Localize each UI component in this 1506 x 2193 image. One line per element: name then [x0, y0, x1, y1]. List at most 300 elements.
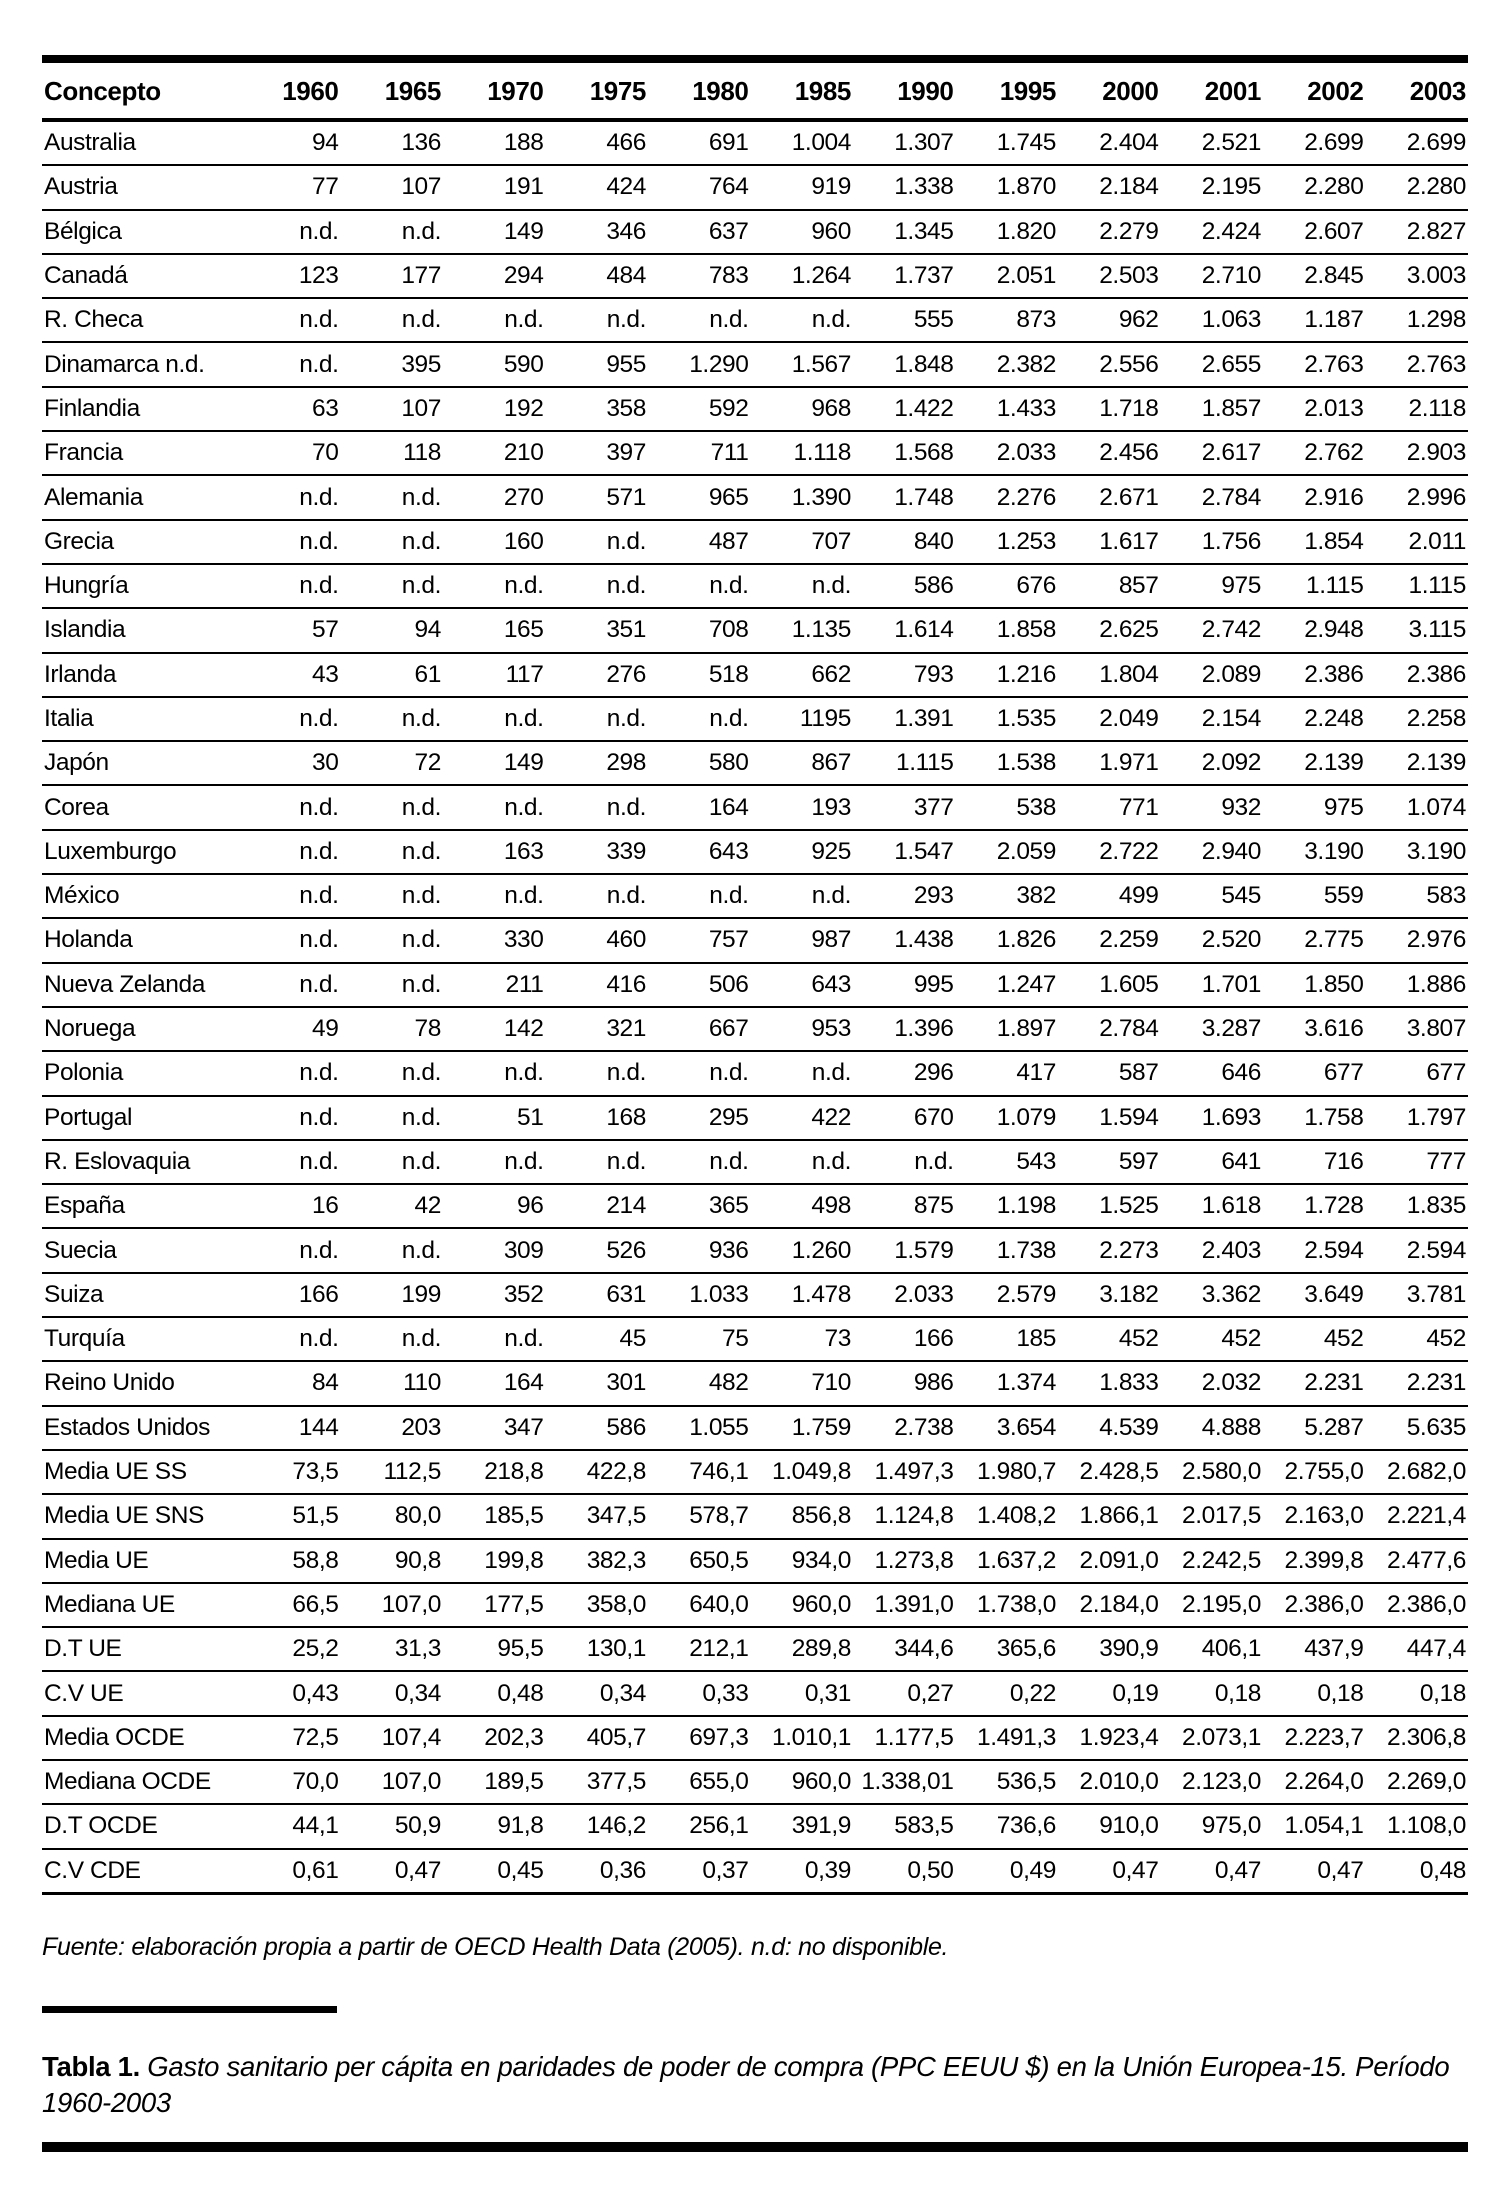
value-cell: 2.722 [1058, 830, 1161, 874]
value-cell: 965 [648, 475, 751, 519]
value-cell: 58,8 [238, 1539, 341, 1583]
column-header-year: 2000 [1058, 59, 1161, 120]
column-header-year: 1965 [341, 59, 444, 120]
table-row [42, 1760, 1468, 1804]
value-cell: 91,8 [443, 1804, 546, 1848]
value-cell: 185 [956, 1317, 1059, 1361]
value-cell: 452 [1263, 1317, 1366, 1361]
value-cell: 160 [443, 520, 546, 564]
value-cell: 2.231 [1366, 1361, 1469, 1405]
value-cell: 2.163,0 [1263, 1494, 1366, 1538]
value-cell: 405,7 [546, 1716, 649, 1760]
value-cell: 0,50 [853, 1849, 956, 1894]
value-cell: 2.903 [1366, 431, 1469, 475]
value-cell: 90,8 [341, 1539, 444, 1583]
value-cell: n.d. [341, 1228, 444, 1272]
value-cell: 30 [238, 741, 341, 785]
value-cell: n.d. [238, 210, 341, 254]
row-label: Dinamarca n.d. [42, 342, 238, 386]
value-cell: 2.477,6 [1366, 1539, 1469, 1583]
value-cell: 697,3 [648, 1716, 751, 1760]
value-cell: 346 [546, 210, 649, 254]
value-cell: 382,3 [546, 1539, 649, 1583]
value-cell: 1.118 [751, 431, 854, 475]
value-cell: 2.033 [956, 431, 1059, 475]
value-cell: 587 [1058, 1051, 1161, 1095]
value-cell: n.d. [341, 785, 444, 829]
value-cell: n.d. [546, 1051, 649, 1095]
value-cell: 1.187 [1263, 298, 1366, 342]
value-cell: 2.139 [1263, 741, 1366, 785]
value-cell: n.d. [648, 1140, 751, 1184]
value-cell: 2.625 [1058, 608, 1161, 652]
value-cell: 3.003 [1366, 254, 1469, 298]
value-cell: 1.820 [956, 210, 1059, 254]
value-cell: 382 [956, 874, 1059, 918]
value-cell: 78 [341, 1007, 444, 1051]
value-cell: 2.556 [1058, 342, 1161, 386]
value-cell: n.d. [546, 298, 649, 342]
table-row [42, 653, 1468, 697]
value-cell: 0,34 [546, 1671, 649, 1715]
value-cell: 276 [546, 653, 649, 697]
value-cell: 597 [1058, 1140, 1161, 1184]
value-cell: 365,6 [956, 1627, 1059, 1671]
value-cell: 640,0 [648, 1583, 751, 1627]
value-cell: 417 [956, 1051, 1059, 1095]
value-cell: 1.858 [956, 608, 1059, 652]
value-cell: 637 [648, 210, 751, 254]
row-label: Media UE SS [42, 1450, 238, 1494]
value-cell: 1.857 [1161, 387, 1264, 431]
value-cell: 711 [648, 431, 751, 475]
value-cell: 193 [751, 785, 854, 829]
value-cell: 1.408,2 [956, 1494, 1059, 1538]
value-cell: 447,4 [1366, 1627, 1469, 1671]
value-cell: 1.567 [751, 342, 854, 386]
value-cell: 2.671 [1058, 475, 1161, 519]
row-label: Irlanda [42, 653, 238, 697]
value-cell: n.d. [443, 564, 546, 608]
value-cell: n.d. [238, 963, 341, 1007]
value-cell: n.d. [751, 1051, 854, 1095]
value-cell: 166 [238, 1273, 341, 1317]
health-expenditure-table [42, 55, 1468, 1895]
value-cell: 296 [853, 1051, 956, 1095]
value-cell: 5.287 [1263, 1406, 1366, 1450]
value-cell: 2.742 [1161, 608, 1264, 652]
value-cell: 94 [238, 120, 341, 165]
value-cell: n.d. [751, 874, 854, 918]
value-cell: 1.617 [1058, 520, 1161, 564]
value-cell: n.d. [546, 785, 649, 829]
value-cell: 397 [546, 431, 649, 475]
value-cell: 2.306,8 [1366, 1716, 1469, 1760]
row-label: Luxemburgo [42, 830, 238, 874]
value-cell: 583 [1366, 874, 1469, 918]
value-cell: 0,47 [1058, 1849, 1161, 1894]
value-cell: 339 [546, 830, 649, 874]
value-cell: 2.699 [1263, 120, 1366, 165]
value-cell: 452 [1366, 1317, 1469, 1361]
value-cell: 1.886 [1366, 963, 1469, 1007]
value-cell: 1.614 [853, 608, 956, 652]
row-label: Francia [42, 431, 238, 475]
value-cell: 2.259 [1058, 918, 1161, 962]
value-cell: 1.004 [751, 120, 854, 165]
value-cell: 1.338,01 [853, 1760, 956, 1804]
value-cell: 1.759 [751, 1406, 854, 1450]
table-row [42, 1539, 1468, 1583]
value-cell: 1.273,8 [853, 1539, 956, 1583]
value-cell: 2.710 [1161, 254, 1264, 298]
value-cell: 66,5 [238, 1583, 341, 1627]
row-label: Suiza [42, 1273, 238, 1317]
value-cell: 960,0 [751, 1760, 854, 1804]
table-row [42, 1583, 1468, 1627]
value-cell: 1.253 [956, 520, 1059, 564]
value-cell: 2.428,5 [1058, 1450, 1161, 1494]
value-cell: 149 [443, 741, 546, 785]
value-cell: 1.198 [956, 1184, 1059, 1228]
value-cell: 406,1 [1161, 1627, 1264, 1671]
value-cell: 543 [956, 1140, 1059, 1184]
row-label: Media UE [42, 1539, 238, 1583]
value-cell: 199,8 [443, 1539, 546, 1583]
value-cell: 1.701 [1161, 963, 1264, 1007]
column-header-year: 1980 [648, 59, 751, 120]
value-cell: n.d. [341, 475, 444, 519]
value-cell: 919 [751, 165, 854, 209]
value-cell: n.d. [238, 830, 341, 874]
value-cell: 646 [1161, 1051, 1264, 1095]
value-cell: n.d. [648, 697, 751, 741]
table-row [42, 830, 1468, 874]
value-cell: 1.491,3 [956, 1716, 1059, 1760]
row-label: Estados Unidos [42, 1406, 238, 1450]
value-cell: 214 [546, 1184, 649, 1228]
value-cell: 2.762 [1263, 431, 1366, 475]
value-cell: 2.784 [1161, 475, 1264, 519]
value-cell: 112,5 [341, 1450, 444, 1494]
value-cell: 452 [1161, 1317, 1264, 1361]
value-cell: 142 [443, 1007, 546, 1051]
table-row [42, 1671, 1468, 1715]
value-cell: 1.497,3 [853, 1450, 956, 1494]
value-cell: 330 [443, 918, 546, 962]
value-cell: 1.124,8 [853, 1494, 956, 1538]
value-cell: 1.063 [1161, 298, 1264, 342]
value-cell: 677 [1366, 1051, 1469, 1095]
value-cell: 51,5 [238, 1494, 341, 1538]
table-row [42, 1140, 1468, 1184]
value-cell: 1.135 [751, 608, 854, 652]
value-cell: 643 [751, 963, 854, 1007]
value-cell: 518 [648, 653, 751, 697]
value-cell: 5.635 [1366, 1406, 1469, 1450]
value-cell: 347 [443, 1406, 546, 1450]
value-cell: 873 [956, 298, 1059, 342]
value-cell: 1.338 [853, 165, 956, 209]
value-cell: 1.054,1 [1263, 1804, 1366, 1848]
value-cell: 289,8 [751, 1627, 854, 1671]
table-row [42, 120, 1468, 165]
table-row [42, 1716, 1468, 1760]
value-cell: 643 [648, 830, 751, 874]
value-cell: 0,61 [238, 1849, 341, 1894]
value-cell: 559 [1263, 874, 1366, 918]
value-cell: n.d. [648, 298, 751, 342]
value-cell: 1.396 [853, 1007, 956, 1051]
row-label: Suecia [42, 1228, 238, 1272]
value-cell: 736,6 [956, 1804, 1059, 1848]
value-cell: 655,0 [648, 1760, 751, 1804]
source-note: Fuente: elaboración propia a partir de OECD Health Data (2005). n.d: no disponible. [42, 1932, 949, 1961]
value-cell: 1.307 [853, 120, 956, 165]
value-cell: n.d. [341, 1096, 444, 1140]
table-row [42, 387, 1468, 431]
value-cell: 650,5 [648, 1539, 751, 1583]
value-cell: 2.231 [1263, 1361, 1366, 1405]
table-row [42, 1361, 1468, 1405]
value-cell: n.d. [546, 520, 649, 564]
value-cell: 2.580,0 [1161, 1450, 1264, 1494]
row-label: Finlandia [42, 387, 238, 431]
value-cell: 2.763 [1263, 342, 1366, 386]
value-cell: 347,5 [546, 1494, 649, 1538]
value-cell: 2.738 [853, 1406, 956, 1450]
value-cell: 70,0 [238, 1760, 341, 1804]
value-cell: 164 [443, 1361, 546, 1405]
value-cell: n.d. [341, 1051, 444, 1095]
row-label: R. Checa [42, 298, 238, 342]
value-cell: n.d. [546, 1140, 649, 1184]
value-cell: 188 [443, 120, 546, 165]
value-cell: 484 [546, 254, 649, 298]
table-row [42, 1450, 1468, 1494]
value-cell: 2.279 [1058, 210, 1161, 254]
value-cell: 676 [956, 564, 1059, 608]
value-cell: 3.190 [1263, 830, 1366, 874]
value-cell: 2.242,5 [1161, 1539, 1264, 1583]
value-cell: 84 [238, 1361, 341, 1405]
value-cell: 168 [546, 1096, 649, 1140]
value-cell: 390,9 [1058, 1627, 1161, 1671]
row-label: Islandia [42, 608, 238, 652]
value-cell: 771 [1058, 785, 1161, 829]
value-cell: n.d. [238, 475, 341, 519]
value-cell: 49 [238, 1007, 341, 1051]
value-cell: 1.391 [853, 697, 956, 741]
table-row [42, 1317, 1468, 1361]
value-cell: 2.049 [1058, 697, 1161, 741]
value-cell: 1.728 [1263, 1184, 1366, 1228]
value-cell: 96 [443, 1184, 546, 1228]
value-cell: 708 [648, 608, 751, 652]
value-cell: 1.264 [751, 254, 854, 298]
value-cell: 25,2 [238, 1627, 341, 1671]
value-cell: 2.424 [1161, 210, 1264, 254]
value-cell: 44,1 [238, 1804, 341, 1848]
value-cell: 934,0 [751, 1539, 854, 1583]
value-cell: 0,39 [751, 1849, 854, 1894]
value-cell: 840 [853, 520, 956, 564]
value-cell: 2.184,0 [1058, 1583, 1161, 1627]
value-cell: 0,36 [546, 1849, 649, 1894]
value-cell: 662 [751, 653, 854, 697]
value-cell: n.d. [341, 874, 444, 918]
value-cell: 2.013 [1263, 387, 1366, 431]
value-cell: n.d. [238, 1096, 341, 1140]
value-cell: n.d. [238, 1317, 341, 1361]
value-cell: 2.033 [853, 1273, 956, 1317]
value-cell: 2.280 [1263, 165, 1366, 209]
table-row [42, 342, 1468, 386]
value-cell: 955 [546, 342, 649, 386]
value-cell: n.d. [238, 918, 341, 962]
value-cell: 1.568 [853, 431, 956, 475]
value-cell: 1.216 [956, 653, 1059, 697]
value-cell: 1.594 [1058, 1096, 1161, 1140]
value-cell: n.d. [341, 520, 444, 564]
value-cell: 3.182 [1058, 1273, 1161, 1317]
value-cell: 667 [648, 1007, 751, 1051]
value-cell: 592 [648, 387, 751, 431]
value-cell: 1.605 [1058, 963, 1161, 1007]
value-cell: 1.923,4 [1058, 1716, 1161, 1760]
table-row [42, 431, 1468, 475]
value-cell: 0,47 [1161, 1849, 1264, 1894]
value-cell: 545 [1161, 874, 1264, 918]
value-cell: 0,48 [1366, 1849, 1469, 1894]
row-label: Polonia [42, 1051, 238, 1095]
table-row [42, 1849, 1468, 1894]
value-cell: 631 [546, 1273, 649, 1317]
value-cell: 2.456 [1058, 431, 1161, 475]
table-row [42, 210, 1468, 254]
value-cell: 2.996 [1366, 475, 1469, 519]
column-header-year: 1975 [546, 59, 649, 120]
row-label: Alemania [42, 475, 238, 519]
value-cell: 1.870 [956, 165, 1059, 209]
value-cell: 1.618 [1161, 1184, 1264, 1228]
value-cell: 716 [1263, 1140, 1366, 1184]
value-cell: 80,0 [341, 1494, 444, 1538]
value-cell: 3.807 [1366, 1007, 1469, 1051]
value-cell: 2.276 [956, 475, 1059, 519]
value-cell: 4.888 [1161, 1406, 1264, 1450]
row-label: R. Eslovaquia [42, 1140, 238, 1184]
value-cell: n.d. [443, 1317, 546, 1361]
value-cell: n.d. [751, 1140, 854, 1184]
value-cell: n.d. [648, 564, 751, 608]
value-cell: 185,5 [443, 1494, 546, 1538]
value-cell: 3.190 [1366, 830, 1469, 874]
value-cell: n.d. [341, 210, 444, 254]
value-cell: n.d. [546, 697, 649, 741]
value-cell: 2.051 [956, 254, 1059, 298]
value-cell: 466 [546, 120, 649, 165]
value-cell: 107 [341, 387, 444, 431]
row-label: Holanda [42, 918, 238, 962]
value-cell: 1.049,8 [751, 1450, 854, 1494]
value-cell: 2.607 [1263, 210, 1366, 254]
value-cell: 31,3 [341, 1627, 444, 1671]
value-cell: 437,9 [1263, 1627, 1366, 1671]
value-cell: 2.594 [1263, 1228, 1366, 1272]
value-cell: 856,8 [751, 1494, 854, 1538]
value-cell: 487 [648, 520, 751, 564]
value-cell: 975,0 [1161, 1804, 1264, 1848]
value-cell: 1.438 [853, 918, 956, 962]
value-cell: 293 [853, 874, 956, 918]
value-cell: n.d. [648, 1051, 751, 1095]
value-cell: 1.826 [956, 918, 1059, 962]
value-cell: 793 [853, 653, 956, 697]
value-cell: 107,0 [341, 1760, 444, 1804]
row-label: Nueva Zelanda [42, 963, 238, 1007]
value-cell: 351 [546, 608, 649, 652]
value-cell: 107,4 [341, 1716, 444, 1760]
value-cell: 70 [238, 431, 341, 475]
value-cell: 1.738 [956, 1228, 1059, 1272]
value-cell: 2.916 [1263, 475, 1366, 519]
value-cell: 452 [1058, 1317, 1161, 1361]
value-cell: 358,0 [546, 1583, 649, 1627]
value-cell: 0,37 [648, 1849, 751, 1894]
row-label: Mediana UE [42, 1583, 238, 1627]
value-cell: 391,9 [751, 1804, 854, 1848]
row-label: Portugal [42, 1096, 238, 1140]
value-cell: 710 [751, 1361, 854, 1405]
value-cell: 2.617 [1161, 431, 1264, 475]
value-cell: 2.032 [1161, 1361, 1264, 1405]
value-cell: 130,1 [546, 1627, 649, 1671]
column-header-year: 1995 [956, 59, 1059, 120]
column-header-year: 2003 [1366, 59, 1469, 120]
table-row [42, 608, 1468, 652]
value-cell: 1.848 [853, 342, 956, 386]
value-cell: 1.290 [648, 342, 751, 386]
table-row [42, 564, 1468, 608]
value-cell: 1.579 [853, 1228, 956, 1272]
value-cell: 1.797 [1366, 1096, 1469, 1140]
value-cell: 936 [648, 1228, 751, 1272]
value-cell: 925 [751, 830, 854, 874]
table-header [42, 59, 1468, 120]
value-cell: 51 [443, 1096, 546, 1140]
value-cell: n.d. [341, 697, 444, 741]
value-cell: 1.433 [956, 387, 1059, 431]
value-cell: 416 [546, 963, 649, 1007]
value-cell: 1.971 [1058, 741, 1161, 785]
value-cell: 1.010,1 [751, 1716, 854, 1760]
value-cell: n.d. [443, 697, 546, 741]
value-cell: 0,47 [1263, 1849, 1366, 1894]
row-label: Corea [42, 785, 238, 829]
value-cell: 910,0 [1058, 1804, 1161, 1848]
value-cell: 746,1 [648, 1450, 751, 1494]
value-cell: 1.074 [1366, 785, 1469, 829]
value-cell: 2.264,0 [1263, 1760, 1366, 1804]
row-label: Noruega [42, 1007, 238, 1051]
value-cell: 2.845 [1263, 254, 1366, 298]
value-cell: 1.833 [1058, 1361, 1161, 1405]
value-cell: 867 [751, 741, 854, 785]
value-cell: 783 [648, 254, 751, 298]
value-cell: 641 [1161, 1140, 1264, 1184]
value-cell: 3.115 [1366, 608, 1469, 652]
